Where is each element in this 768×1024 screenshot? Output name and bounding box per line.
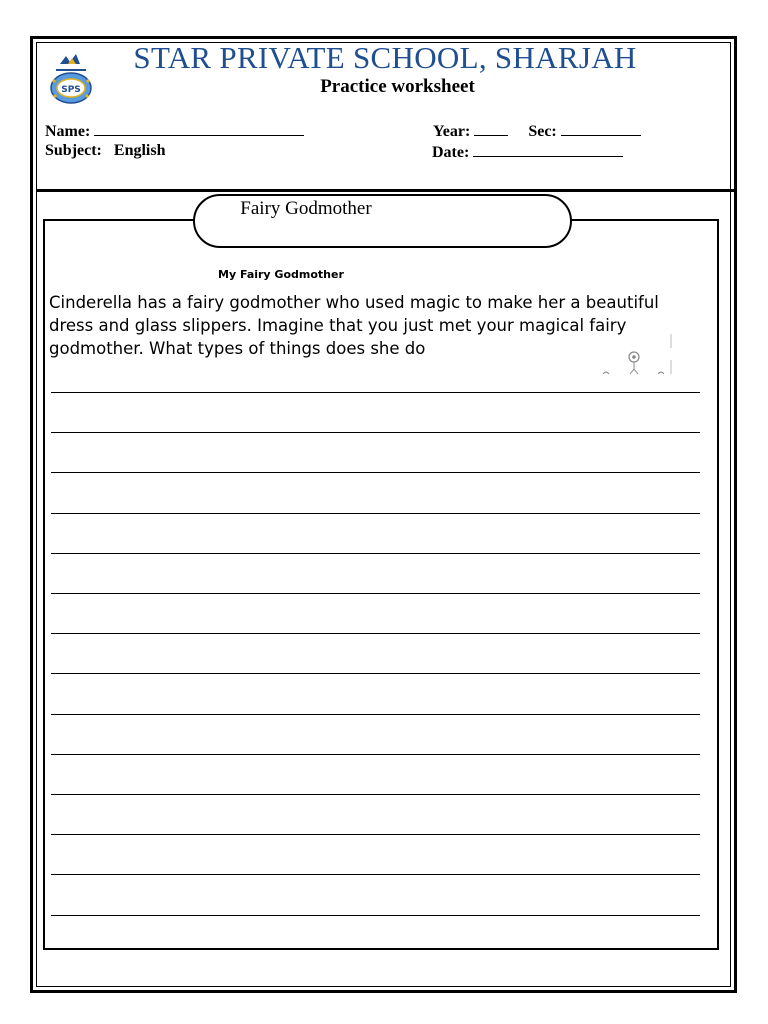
date-field [432,142,623,162]
writing-line[interactable] [51,633,700,634]
name-field [45,121,304,141]
activity-heading: My Fairy Godmother [218,268,344,281]
subject-value: English [113,142,166,159]
worksheet-subtitle: Practice worksheet [320,76,475,97]
writing-line[interactable] [51,553,700,554]
writing-line[interactable] [51,432,700,433]
header-divider [36,189,736,192]
logo-text: SPS [61,85,81,95]
school-logo-icon [46,52,96,108]
sec-label: Sec: [528,123,557,140]
subject-field [45,142,165,160]
name-blank[interactable] [94,121,304,136]
writing-line[interactable] [51,472,700,473]
fairy-doodle-icon [596,330,678,376]
year-blank[interactable] [474,121,508,136]
school-name: STAR PRIVATE SCHOOL, SHARJAH [133,40,637,75]
date-blank[interactable] [473,142,623,157]
date-label: Date: [432,144,470,161]
writing-line[interactable] [51,794,700,795]
writing-line[interactable] [51,513,700,514]
writing-line[interactable] [51,915,700,916]
writing-line[interactable] [51,874,700,875]
name-label: Name: [45,123,91,140]
worksheet-title: Fairy Godmother [240,198,372,219]
writing-line[interactable] [51,834,700,835]
year-field [433,121,641,141]
writing-line[interactable] [51,673,700,674]
sec-blank[interactable] [561,121,641,136]
writing-line[interactable] [51,754,700,755]
writing-line[interactable] [51,714,700,715]
writing-line[interactable] [51,392,700,393]
year-label: Year: [433,123,471,140]
writing-prompt: Cinderella has a fairy godmother who used magic to make her a beautiful dress and glass slippers. Imagine that you just met your magical fairy godmother. What types of things does she do [49,293,659,358]
subject-label: Subject: [45,142,102,159]
writing-line[interactable] [51,593,700,594]
